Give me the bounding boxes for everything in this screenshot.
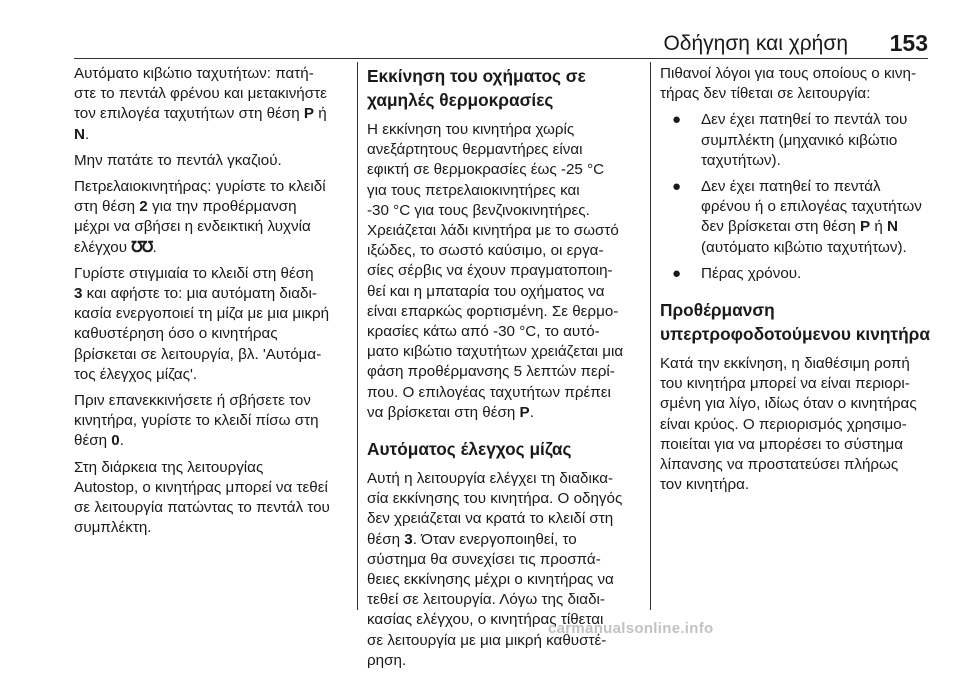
paragraph <box>74 264 347 385</box>
bullet-icon: ● <box>672 178 682 196</box>
column-2 <box>367 64 634 677</box>
text-line: Αυτή η λειτουργία ελέγχει τη διαδικα- <box>367 470 614 488</box>
text-line: Κατά την εκκίνηση, η διαθέσιμη ροπή <box>660 355 910 373</box>
text-line: θειες εκκίνησης μέχρι ο κινητήρας να <box>367 571 614 589</box>
text-line: τος έλεγχος μίζας'. <box>74 365 198 383</box>
text-line: ανεξάρτητους θερμαντήρες είναι <box>367 141 583 159</box>
text-line: φάση προθέρμανσης 5 λεπτών περί- <box>367 363 615 381</box>
text-line: Γυρίστε στιγμιαία το κλειδί στη θέση <box>74 264 314 282</box>
list-item: ● Δεν έχει πατηθεί το πεντάλ φρένου ή ο επιλογέας ταχυτήτων δεν βρίσκεται στη θέση P ή N (αυτόματο κιβώτιο ταχυτήτων). <box>672 178 922 256</box>
text-line: Πετρελαιοκινητήρας: γυρίστε το κλειδί <box>74 178 326 196</box>
paragraph <box>660 64 930 104</box>
text-line: δεν χρειάζεται να κρατά το κλειδί στη <box>367 510 614 528</box>
text-line: Στη διάρκεια της λειτουργίας <box>74 458 264 476</box>
text-line: λίπανσης να προστατεύσει πλήρως <box>660 456 899 474</box>
page-number: 153 <box>889 30 928 56</box>
text-line: θέση 3. Όταν ενεργοποιηθεί, το <box>367 530 577 548</box>
text-line: τήρας δεν τίθεται σε λειτουργία: <box>660 85 871 103</box>
text-line: N. <box>74 125 90 143</box>
text-line: σε λειτουργία με μια μικρή καθυστέ- <box>367 631 607 649</box>
text-line: σία εκκίνησης του κινητήρα. Ο οδηγός <box>367 490 623 508</box>
text-line: εφικτή σε θερμοκρασίες έως -25 °C <box>367 161 605 179</box>
text-line: θεί και η μπαταρία του οχήματος να <box>367 282 605 300</box>
section-title: Οδήγηση και χρήση <box>663 32 848 55</box>
column-divider <box>357 62 358 610</box>
column-3 <box>660 64 930 501</box>
text-line: τεθεί σε λειτουργία. Λόγω της διαδι- <box>367 591 605 609</box>
bullet-icon: ● <box>672 264 682 282</box>
text-line: Πιθανοί λόγοι για τους οποίους ο κινη- <box>660 65 917 82</box>
text-line: να βρίσκεται στη θέση P. <box>367 403 534 421</box>
text-line: ιξώδες, το σωστό καύσιμο, οι εργα- <box>367 242 604 260</box>
text-line: σε λειτουργία πατώντας το πεντάλ του <box>74 499 330 517</box>
text-line: Αυτόματο κιβώτιο ταχυτήτων: πατή- <box>74 65 314 82</box>
text-line: στη θέση 2 για την προθέρμανση <box>74 198 297 216</box>
text-line: τον επιλογέα ταχυτήτων στη θέση P ή <box>74 105 327 123</box>
list-item: ● Δεν έχει πατηθεί το πεντάλ του συμπλέκτη (μηχανικό κιβώτιο ταχυτήτων). <box>672 111 908 169</box>
text-line: ποιείται για να μπορέσει το σύστημα <box>660 435 904 453</box>
column-divider <box>650 62 651 610</box>
text-line: σύστημα θα συνεχίσει τις προσπά- <box>367 550 601 568</box>
paragraph <box>660 354 930 495</box>
text-line: μέχρι να σβήσει η ενδεικτική λυχνία <box>74 218 311 236</box>
text-line: στε το πεντάλ φρένου και μετακινήστε <box>74 85 327 103</box>
watermark: carmanualsonline.info <box>548 620 714 637</box>
list-item: ● Πέρας χρόνου. <box>660 264 930 284</box>
text-line: Χρειάζεται λάδι κινητήρα με το σωστό <box>367 222 619 240</box>
paragraph <box>74 391 347 452</box>
section-heading: Εκκίνηση του οχήματος σε χαμηλές θερμοκρασίες <box>367 66 586 110</box>
text-line: του κινητήρα μπορεί να είναι περιορι- <box>660 375 910 393</box>
text-line: κασία ενεργοποιεί τη μίζα με μια μικρή <box>74 305 330 323</box>
text-line: για τους πετρελαιοκινητήρες και <box>367 181 580 199</box>
text-line: που. Ο επιλογέας ταχυτήτων πρέπει <box>367 383 611 401</box>
text-line: 3 και αφήστε το: μια αυτόματη διαδι- <box>74 285 317 303</box>
reason-list <box>660 110 930 284</box>
bullet-icon: ● <box>672 111 682 129</box>
text-line: είναι κρύος. Ο περιορισμός χρησιμο- <box>660 415 907 433</box>
paragraph <box>74 177 347 258</box>
text-line: είναι επαρκώς φορτισμένη. Σε θερμο- <box>367 302 619 320</box>
paragraph <box>74 64 347 145</box>
text-line: κινητήρα, γυρίστε το κλειδί πίσω στη <box>74 412 319 430</box>
section-heading: Αυτόματος έλεγχος μίζας <box>367 439 572 460</box>
text-line: -30 °C για τους βενζινοκινητήρες. <box>367 201 590 219</box>
text-line: τον κινητήρα. <box>660 476 750 494</box>
text-line: κασίας ελέγχου, ο κινητήρας τίθεται <box>367 611 604 629</box>
section-heading: Προθέρμανση υπερτροφοδοτούμενου κινητήρα <box>660 300 930 345</box>
text-line: κρασίες κάτω από -30 °C, το αυτό- <box>367 323 600 341</box>
column-1 <box>74 64 347 544</box>
text-line: συμπλέκτη. <box>74 519 152 537</box>
text-line: ελέγχου ℧℧. <box>74 238 157 256</box>
glow-plug-icon: ℧℧ <box>131 238 153 256</box>
text-line: σμένη για λίγο, ιδίως όταν ο κινητήρας <box>660 395 917 413</box>
text-line: Η εκκίνηση του κινητήρα χωρίς <box>367 121 575 138</box>
text-line: σίες σέρβις να έχουν πραγματοποιη- <box>367 262 613 280</box>
text-line: Πριν επανεκκινήσετε ή σβήσετε τον <box>74 392 311 410</box>
header-divider <box>74 58 928 59</box>
text-line: βρίσκεται σε λειτουργία, βλ. 'Αυτόμα- <box>74 345 322 363</box>
text-line: Autostop, ο κινητήρας μπορεί να τεθεί <box>74 478 328 496</box>
paragraph <box>367 120 634 423</box>
text-line: ματο κιβώτιο ταχυτήτων χρειάζεται μια <box>367 343 624 361</box>
paragraph <box>367 469 634 671</box>
paragraph: Μην πατάτε το πεντάλ γκαζιού. <box>74 151 282 169</box>
page-header <box>0 0 960 56</box>
text-line: θέση 0. <box>74 432 124 450</box>
text-line: ρηση. <box>367 651 407 669</box>
paragraph <box>74 458 347 539</box>
text-line: καθυστέρηση όσο ο κινητήρας <box>74 325 278 343</box>
